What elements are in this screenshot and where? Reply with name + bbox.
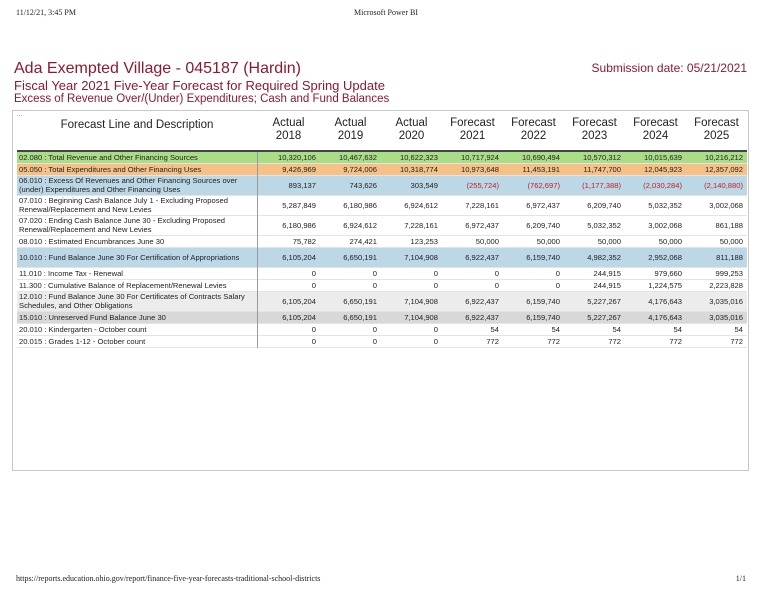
print-url: https://reports.education.ohio.gov/report/finance-five-year-forecasts-traditional-school-districts xyxy=(16,574,321,583)
row-value-cell: 5,227,267 xyxy=(587,312,621,322)
column-header-kind: Actual xyxy=(272,117,305,129)
row-value-cell: 4,982,352 xyxy=(587,252,621,262)
row-value-cell: 6,159,740 xyxy=(526,312,560,322)
column-header-year[interactable] xyxy=(625,113,686,151)
row-value-cell: (2,030,284) xyxy=(643,180,682,190)
table-row[interactable] xyxy=(17,311,747,323)
row-value-cell: 10,015,639 xyxy=(643,152,682,162)
row-value-cell: 0 xyxy=(257,335,320,347)
column-header-year-label: 2020 xyxy=(398,130,425,142)
row-value-cell: 10,690,494 xyxy=(521,152,560,162)
row-value-cell: 6,159,740 xyxy=(526,296,560,306)
row-value-cell: 6,972,437 xyxy=(465,220,499,230)
row-value-cell: 0 xyxy=(433,280,438,290)
row-value-cell: 0 xyxy=(555,280,560,290)
row-value-cell: 6,159,740 xyxy=(526,252,560,262)
table-row[interactable] xyxy=(17,323,747,335)
row-value-cell: 5,287,849 xyxy=(257,195,320,215)
row-value-cell: 6,105,204 xyxy=(257,247,320,267)
row-value-cell: 861,188 xyxy=(715,220,743,230)
row-value-cell: 7,228,161 xyxy=(465,200,499,210)
row-value-cell: 3,002,068 xyxy=(709,200,743,210)
row-value-cell: 2,952,068 xyxy=(648,252,682,262)
row-value-cell: 10,467,632 xyxy=(338,152,377,162)
row-value-cell: 50,000 xyxy=(658,236,682,246)
column-header-year[interactable] xyxy=(381,113,442,151)
row-value-cell: 303,549 xyxy=(410,180,438,190)
row-value-cell: 3,035,016 xyxy=(709,312,743,322)
row-value-cell: (762,697) xyxy=(527,180,560,190)
row-value-cell: 0 xyxy=(257,279,320,291)
row-value-cell: 3,002,068 xyxy=(648,220,682,230)
row-value-cell: 10,973,648 xyxy=(460,164,499,174)
table-row[interactable] xyxy=(17,163,747,175)
row-value-cell: 9,724,006 xyxy=(343,164,377,174)
column-header-year-label: 2023 xyxy=(581,130,608,142)
row-value-cell: 6,650,191 xyxy=(343,296,377,306)
row-value-cell: 11,453,191 xyxy=(522,164,560,174)
column-header-year-label: 2025 xyxy=(703,130,730,142)
row-description: 11.300 : Cumulative Balance of Replacement/Renewal Levies xyxy=(19,280,227,290)
row-value-cell: 0 xyxy=(494,268,499,278)
row-description: 10.010 : Fund Balance June 30 For Certification of Appropriations xyxy=(19,252,240,262)
panel-more-options-icon[interactable]: … xyxy=(16,111,23,118)
row-value-cell: 274,421 xyxy=(349,236,377,246)
row-value-cell: 0 xyxy=(372,336,377,346)
column-header-kind: Actual xyxy=(395,117,428,129)
table-row[interactable] xyxy=(17,335,747,347)
table-row[interactable] xyxy=(17,291,747,311)
table-row[interactable] xyxy=(17,235,747,247)
row-value-cell: 743,626 xyxy=(349,180,377,190)
report-title: Ada Exempted Village - 045187 (Hardin) xyxy=(14,60,301,77)
row-description: 07.020 : Ending Cash Balance June 30 - Excluding Proposed Renewal/Replacement and New Levies xyxy=(19,216,226,234)
row-value-cell: 6,924,612 xyxy=(404,200,438,210)
row-value-cell: 7,104,908 xyxy=(404,296,438,306)
column-header-year[interactable] xyxy=(442,113,503,151)
table-header-row xyxy=(17,113,747,151)
row-value-cell: 0 xyxy=(433,336,438,346)
row-value-cell: 772 xyxy=(547,336,560,346)
row-value-cell: 0 xyxy=(257,323,320,335)
row-value-cell: 979,660 xyxy=(654,268,682,278)
submission-date: Submission date: 05/21/2021 xyxy=(591,61,747,75)
row-value-cell: 54 xyxy=(551,324,560,334)
column-header-year-label: 2021 xyxy=(459,130,486,142)
column-header-year[interactable] xyxy=(320,113,381,151)
column-header-description[interactable]: Forecast Line and Description xyxy=(60,119,214,131)
row-value-cell: 7,104,908 xyxy=(404,312,438,322)
row-value-cell: 10,216,212 xyxy=(704,152,743,162)
table-row[interactable] xyxy=(17,267,747,279)
table-row[interactable] xyxy=(17,279,747,291)
row-value-cell: 6,922,437 xyxy=(465,296,499,306)
print-page-number: 1/1 xyxy=(735,574,746,583)
row-value-cell: 244,915 xyxy=(593,280,621,290)
row-value-cell: 244,915 xyxy=(593,268,621,278)
row-value-cell: 7,228,161 xyxy=(404,220,438,230)
row-value-cell: 10,318,774 xyxy=(399,164,438,174)
report-section-title: Excess of Revenue Over/(Under) Expenditures; Cash and Fund Balances xyxy=(14,93,390,105)
forecast-table-panel xyxy=(12,110,749,471)
row-value-cell: 12,045,923 xyxy=(643,164,682,174)
row-description: 20.010 : Kindergarten - October count xyxy=(19,324,147,334)
row-value-cell: 0 xyxy=(372,268,377,278)
row-value-cell: 772 xyxy=(730,336,743,346)
table-row[interactable] xyxy=(17,195,747,215)
row-description: 02.080 : Total Revenue and Other Financing Sources xyxy=(19,152,198,162)
row-value-cell: 5,032,352 xyxy=(587,220,621,230)
row-value-cell: 4,176,643 xyxy=(648,312,682,322)
row-description: 12.010 : Fund Balance June 30 For Certificates of Contracts Salary Schedules, and Other Obligations xyxy=(19,292,245,310)
row-value-cell: 10,622,323 xyxy=(399,152,438,162)
print-datetime: 11/12/21, 3:45 PM xyxy=(16,8,76,17)
row-value-cell: (1,177,388) xyxy=(582,180,621,190)
column-header-kind: Forecast xyxy=(633,117,678,129)
row-value-cell: 54 xyxy=(734,324,743,334)
row-value-cell: 54 xyxy=(612,324,621,334)
column-header-kind: Forecast xyxy=(450,117,495,129)
row-value-cell: 6,972,437 xyxy=(526,200,560,210)
column-header-year[interactable] xyxy=(686,113,747,151)
forecast-table xyxy=(17,113,747,348)
row-value-cell: 811,188 xyxy=(716,252,743,262)
column-header-year-label: 2024 xyxy=(642,130,669,142)
row-value-cell: 6,922,437 xyxy=(465,312,499,322)
row-value-cell: 772 xyxy=(486,336,499,346)
row-value-cell: 75,782 xyxy=(257,235,320,247)
row-value-cell: 50,000 xyxy=(597,236,621,246)
row-value-cell: 50,000 xyxy=(719,236,743,246)
row-value-cell: 0 xyxy=(372,280,377,290)
row-description: 11.010 : Income Tax - Renewal xyxy=(19,268,123,278)
row-value-cell: 10,717,924 xyxy=(460,152,499,162)
row-value-cell: 0 xyxy=(433,268,438,278)
table-row[interactable] xyxy=(17,247,747,267)
row-description: 08.010 : Estimated Encumbrances June 30 xyxy=(19,236,165,246)
report-subtitle: Fiscal Year 2021 Five-Year Forecast for Required Spring Update xyxy=(14,78,385,93)
row-description: 07.010 : Beginning Cash Balance July 1 - Excluding Proposed Renewal/Replacement and New Levies xyxy=(19,196,228,214)
row-value-cell: 6,650,191 xyxy=(343,252,377,262)
row-value-cell: 0 xyxy=(494,280,499,290)
row-value-cell: 9,426,969 xyxy=(257,163,320,175)
row-value-cell: 5,227,267 xyxy=(587,296,621,306)
row-value-cell: 10,320,106 xyxy=(257,151,320,163)
table-row[interactable] xyxy=(17,151,747,163)
row-value-cell: 50,000 xyxy=(536,236,560,246)
row-value-cell: 6,650,191 xyxy=(343,312,377,322)
row-value-cell: 0 xyxy=(433,324,438,334)
row-value-cell: 2,223,828 xyxy=(709,280,743,290)
row-value-cell: 772 xyxy=(608,336,621,346)
row-value-cell: 3,035,016 xyxy=(709,296,743,306)
row-value-cell: 6,924,612 xyxy=(343,220,377,230)
column-header-kind: Actual xyxy=(334,117,367,129)
column-header-year-label: 2018 xyxy=(275,130,302,142)
row-value-cell: 50,000 xyxy=(475,236,499,246)
column-header-year[interactable] xyxy=(503,113,564,151)
row-value-cell: 0 xyxy=(372,324,377,334)
row-value-cell: 6,180,986 xyxy=(257,215,320,235)
row-value-cell: 0 xyxy=(257,267,320,279)
row-value-cell: (2,140,880) xyxy=(704,180,743,190)
column-header-kind: Forecast xyxy=(694,117,739,129)
row-value-cell: 1,224,575 xyxy=(648,280,682,290)
column-header-year[interactable] xyxy=(257,113,320,151)
row-value-cell: 999,253 xyxy=(715,268,743,278)
row-value-cell: 11,747,700 xyxy=(583,164,621,174)
row-value-cell: 5,032,352 xyxy=(648,200,682,210)
row-description: 05.050 : Total Expenditures and Other Financing Uses xyxy=(19,164,202,174)
row-value-cell: 6,209,740 xyxy=(526,220,560,230)
row-description: 15.010 : Unreserved Fund Balance June 30 xyxy=(19,312,166,322)
column-header-kind: Forecast xyxy=(511,117,556,129)
row-value-cell: 0 xyxy=(555,268,560,278)
row-value-cell: 6,105,204 xyxy=(257,311,320,323)
row-value-cell: (255,724) xyxy=(466,180,499,190)
column-header-year-label: 2022 xyxy=(520,130,547,142)
row-description: 20.015 : Grades 1-12 - October count xyxy=(19,336,146,346)
row-value-cell: 123,253 xyxy=(410,236,438,246)
row-value-cell: 772 xyxy=(669,336,682,346)
column-header-year[interactable] xyxy=(564,113,625,151)
row-description: 06.010 : Excess Of Revenues and Other Financing Sources over (under) Expenditures and Other Financing Uses xyxy=(19,176,238,194)
print-app-title: Microsoft Power BI xyxy=(354,8,418,17)
row-value-cell: 54 xyxy=(673,324,682,334)
row-value-cell: 6,180,986 xyxy=(343,200,377,210)
row-value-cell: 6,209,740 xyxy=(587,200,621,210)
column-header-year-label: 2019 xyxy=(337,130,364,142)
row-value-cell: 10,570,312 xyxy=(582,152,621,162)
row-value-cell: 6,922,437 xyxy=(465,252,499,262)
row-value-cell: 7,104,908 xyxy=(404,252,438,262)
table-row[interactable] xyxy=(17,175,747,195)
column-header-kind: Forecast xyxy=(572,117,617,129)
table-row[interactable] xyxy=(17,215,747,235)
row-value-cell: 893,137 xyxy=(257,175,320,195)
row-value-cell: 4,176,643 xyxy=(648,296,682,306)
row-value-cell: 6,105,204 xyxy=(257,291,320,311)
row-value-cell: 12,357,092 xyxy=(704,164,743,174)
row-value-cell: 54 xyxy=(490,324,499,334)
